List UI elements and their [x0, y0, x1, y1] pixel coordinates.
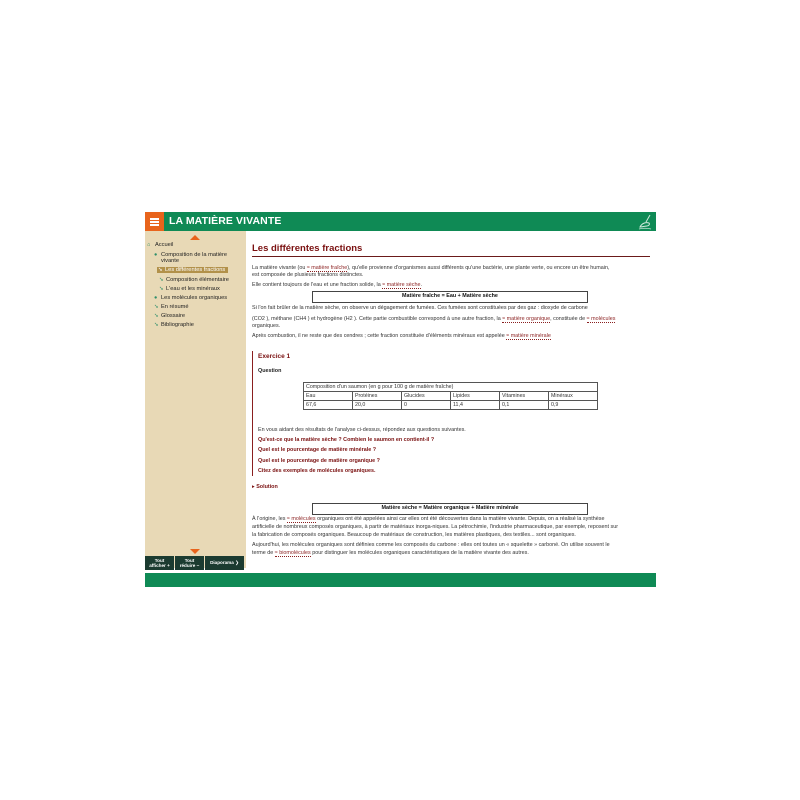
arrow-icon: ➘: [154, 322, 159, 328]
module-icon: ●: [154, 295, 158, 301]
table-header-cell: Protéines: [353, 392, 402, 401]
menu-button[interactable]: [145, 212, 164, 231]
table-cell: 20,0: [353, 401, 402, 410]
sidebar-item-composition[interactable]: ● Composition de la matière: [154, 252, 228, 258]
salmon-composition-table: [303, 382, 598, 410]
arrow-icon: ➘: [154, 313, 159, 319]
app-title: LA MATIÈRE VIVANTE: [169, 215, 282, 227]
formula-box-1: Matière fraîche = Eau + Matière sèche: [312, 291, 588, 303]
glossary-link-matiere-fraiche[interactable]: ≈ matière fraîche: [306, 265, 348, 271]
main-content: [246, 231, 656, 568]
exercise-question-1: Qu'est-ce que la matière sèche ? Combien le saumon en contient-il ?: [258, 437, 435, 443]
paragraph-solid: Elle contient toujours de l'eau et une fraction solide, la ≈ matière sèche.: [252, 282, 423, 288]
scroll-up-arrow-icon[interactable]: [190, 235, 200, 240]
paragraph-today-cont: terme de ≈ biomolécules pour distinguer les molécules organiques caractéristiques de la matière vivante des autres.: [252, 550, 529, 556]
glossary-link-molecules[interactable]: ≈ molécules: [586, 316, 616, 322]
arrow-icon: ➘: [159, 277, 164, 283]
glossary-link-molecules-2[interactable]: ≈ molécules: [286, 516, 316, 522]
paragraph-origin-end: la fabrication de composés organiques. Beaucoup de matériaux de construction, les matières plastiques, des textiles... sont organiques.: [252, 532, 576, 538]
arrow-icon: ➘: [154, 304, 159, 310]
paragraph-combustion: Si l'on fait brûler de la matière sèche, on observe un dégagement de fumées. Ces fumées sont constituées par des gaz : dioxyde de carbone: [252, 305, 588, 311]
paragraph-origin-cont: artificielle de nombreux composés organiques, à partir de matériaux inorga-niques. La pétrochimie, l'industrie pharmaceutique, par exemple, reposent sur: [252, 524, 618, 530]
paragraph-origin: À l'origine, les ≈ molécules organiques ont été appelées ainsi car elles ont été découvertes dans la matière vivante. Depuis, on a réalisé la synthèse: [252, 516, 605, 522]
exercise-title: Exercice 1: [258, 353, 291, 360]
solution-toggle[interactable]: ▸ Solution: [252, 484, 278, 490]
app-footer: [145, 573, 656, 587]
collapse-all-button[interactable]: Tout réduire −: [175, 556, 204, 570]
table-row: [304, 383, 598, 392]
table-cell: 0,9: [549, 401, 598, 410]
table-cell: 0: [402, 401, 451, 410]
paragraph-intro: La matière vivante (ou ≈ matière fraîche), qu'elle provienne d'organismes aussi différents qu'une bactérie, une plante verte, ou encore un être humain,: [252, 265, 610, 271]
table-row: [304, 401, 598, 410]
paragraph-today: Aujourd'hui, les molécules organiques sont définies comme les composés du carbone : elles ont toutes un « squelette » carboné. On utilise souvent le: [252, 542, 610, 548]
table-cell: 67,6: [304, 401, 353, 410]
sidebar-item-composition-elementaire[interactable]: ➘ Composition élémentaire: [159, 277, 229, 283]
expand-all-button[interactable]: Tout afficher +: [145, 556, 174, 570]
hamburger-icon: [150, 218, 159, 220]
table-caption: Composition d'un saumon (en g pour 100 g de matière fraîche): [304, 383, 598, 392]
sidebar-item-bibliographie[interactable]: ➘ Bibliographie: [154, 322, 194, 328]
formula-box-2: Matière sèche = Matière organique + Matière minérale: [312, 503, 588, 515]
sidebar: [145, 231, 246, 568]
table-header-cell: Glucides: [402, 392, 451, 401]
paragraph-combustion-cont: (CO2 ), méthane (CH4 ) et hydrogène (H2 ). Cette partie combustible correspond à une autre fraction, la ≈ matière organique, constituée de ≈ molécules: [252, 316, 616, 322]
table-cell: 0,1: [500, 401, 549, 410]
sidebar-button-bar: [145, 556, 246, 570]
sidebar-item-molecules[interactable]: ● Les molécules organiques: [154, 295, 228, 301]
table-row: [304, 392, 598, 401]
app-window: [145, 212, 656, 587]
paragraph-intro-cont: est composée de plusieurs fractions distinctes.: [252, 272, 364, 278]
paragraph-combustion-end: organiques.: [252, 323, 281, 329]
arrow-icon: ➘: [158, 267, 163, 273]
scroll-down-arrow-icon[interactable]: [190, 549, 200, 554]
page-title: Les différentes fractions: [252, 243, 363, 254]
glossary-link-matiere-seche[interactable]: ≈ matière sèche: [382, 282, 421, 288]
question-label: Question: [258, 368, 282, 374]
glossary-link-biomolecules[interactable]: ≈ biomolécules: [274, 550, 311, 556]
exercise-question-3: Quel est le pourcentage de matière organique ?: [258, 458, 380, 464]
sidebar-item-resume[interactable]: ➘ En résumé: [154, 304, 189, 310]
slideshow-button[interactable]: Diaporama ❯: [205, 556, 244, 570]
exercise-intro: En vous aidant des résultats de l'analyse ci-dessus, répondez aux questions suivantes.: [258, 427, 466, 433]
module-icon: ●: [154, 252, 158, 258]
home-icon: ⌂: [147, 242, 151, 248]
sidebar-item-glossaire[interactable]: ➘ Glossaire: [154, 313, 186, 319]
table-header-cell: Vitamines: [500, 392, 549, 401]
exercise-question-4: Citez des exemples de molécules organiques.: [258, 468, 376, 474]
app-header: [145, 212, 656, 231]
sidebar-item-fractions[interactable]: ➘ Les différentes fractions: [157, 267, 228, 273]
table-cell: 11,4: [451, 401, 500, 410]
table-header-cell: Lipides: [451, 392, 500, 401]
sidebar-item-composition-cont: vivante: [161, 258, 180, 264]
table-header-cell: Minéraux: [549, 392, 598, 401]
glossary-link-matiere-organique[interactable]: ≈ matière organique: [502, 316, 551, 322]
exercise-block: [252, 351, 651, 476]
exercise-question-2: Quel est le pourcentage de matière minérale ?: [258, 447, 377, 453]
hand-pen-logo-icon: [637, 213, 653, 230]
sidebar-item-eau-mineraux[interactable]: ➘ L'eau et les minéraux: [159, 286, 220, 292]
glossary-link-matiere-minerale[interactable]: ≈ matière minérale: [506, 333, 551, 339]
table-header-cell: Eau: [304, 392, 353, 401]
arrow-icon: ➘: [159, 286, 164, 292]
sidebar-item-accueil[interactable]: ⌂ Accueil: [147, 242, 174, 248]
title-divider: [252, 256, 650, 257]
paragraph-ash: Après combustion, il ne reste que des cendres ; cette fraction constituée d'éléments minéraux est appelée ≈ matière minérale: [252, 333, 551, 339]
